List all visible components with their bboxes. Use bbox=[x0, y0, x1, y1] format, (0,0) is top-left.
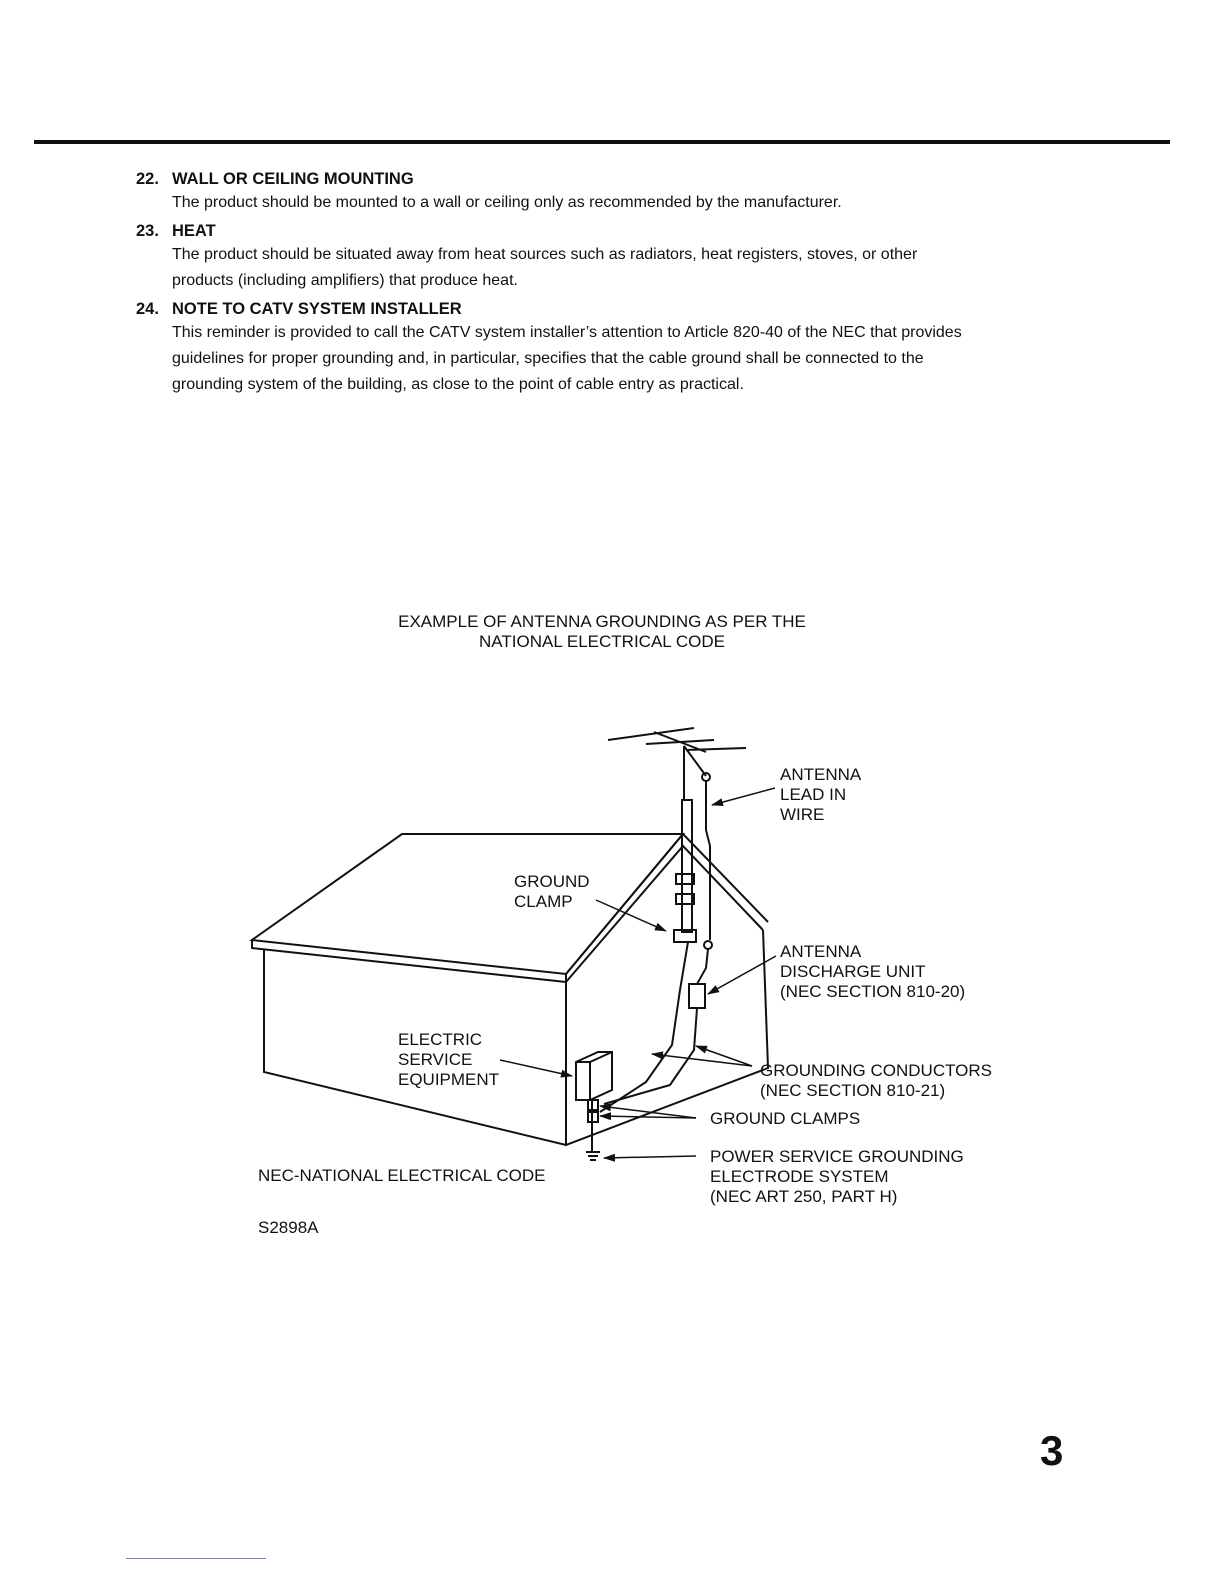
section-text-line: The product should be mounted to a wall or ceiling only as recommended by the manufacturer. bbox=[172, 194, 842, 211]
section-title: HEAT bbox=[172, 222, 216, 240]
leader-arrows bbox=[500, 788, 776, 1158]
section-title: WALL OR CEILING MOUNTING bbox=[172, 170, 414, 188]
diagram-labels bbox=[258, 765, 992, 1237]
label-discharge-unit: ANTENNA bbox=[780, 942, 862, 961]
house-drawing bbox=[252, 834, 768, 1145]
bottom-divider bbox=[126, 1558, 266, 1559]
page-number: 3 bbox=[1040, 1427, 1064, 1474]
label-antenna-lead-in: LEAD IN bbox=[780, 785, 847, 804]
label-antenna-lead-in: WIRE bbox=[780, 805, 825, 824]
label-grounding-conductors: (NEC SECTION 810-21) bbox=[760, 1081, 946, 1100]
section-title: NOTE TO CATV SYSTEM INSTALLER bbox=[172, 300, 462, 318]
section-text-line: products (including amplifiers) that produce heat. bbox=[172, 272, 518, 289]
diagram-title-line: EXAMPLE OF ANTENNA GROUNDING AS PER THE bbox=[398, 612, 806, 631]
label-antenna-lead-in: ANTENNA bbox=[780, 765, 862, 784]
label-electric-service: SERVICE bbox=[398, 1050, 473, 1069]
section-text-line: grounding system of the building, as close to the point of cable entry as practical. bbox=[172, 376, 744, 393]
label-ground-clamp: CLAMP bbox=[514, 892, 573, 911]
antenna-drawing bbox=[600, 728, 746, 1112]
label-discharge-unit: (NEC SECTION 810-20) bbox=[780, 982, 966, 1001]
label-grounding-conductors: GROUNDING CONDUCTORS bbox=[760, 1061, 993, 1080]
diagram-title-line: NATIONAL ELECTRICAL CODE bbox=[479, 632, 725, 651]
label-power-service: (NEC ART 250, PART H) bbox=[710, 1187, 898, 1206]
section-catv-installer bbox=[136, 298, 1096, 398]
section-heat bbox=[136, 220, 1096, 294]
electric-service-box bbox=[576, 1052, 612, 1160]
label-ground-clamps: GROUND CLAMPS bbox=[710, 1109, 861, 1128]
label-power-service: ELECTRODE SYSTEM bbox=[710, 1167, 889, 1186]
label-discharge-unit: DISCHARGE UNIT bbox=[780, 962, 926, 981]
label-power-service: POWER SERVICE GROUNDING bbox=[710, 1147, 964, 1166]
label-electric-service: EQUIPMENT bbox=[398, 1070, 500, 1089]
section-text-line: This reminder is provided to call the CATV system installer’s attention to Article 820-40 of the NEC that provides bbox=[172, 324, 962, 341]
section-number: 22. bbox=[136, 170, 159, 188]
section-text-line: guidelines for proper grounding and, in particular, specifies that the cable ground shall be connected to the bbox=[172, 350, 924, 367]
label-ground-clamp: GROUND bbox=[514, 872, 590, 891]
section-number: 23. bbox=[136, 222, 159, 240]
label-electric-service: ELECTRIC bbox=[398, 1030, 483, 1049]
section-number: 24. bbox=[136, 300, 159, 318]
section-wall-mounting bbox=[136, 168, 1096, 216]
section-text-line: The product should be situated away from heat sources such as radiators, heat registers, stoves, or other bbox=[172, 246, 918, 263]
label-nec-legend: NEC-NATIONAL ELECTRICAL CODE bbox=[258, 1166, 546, 1185]
top-rule bbox=[34, 140, 1170, 144]
label-figure-code: S2898A bbox=[258, 1218, 319, 1237]
